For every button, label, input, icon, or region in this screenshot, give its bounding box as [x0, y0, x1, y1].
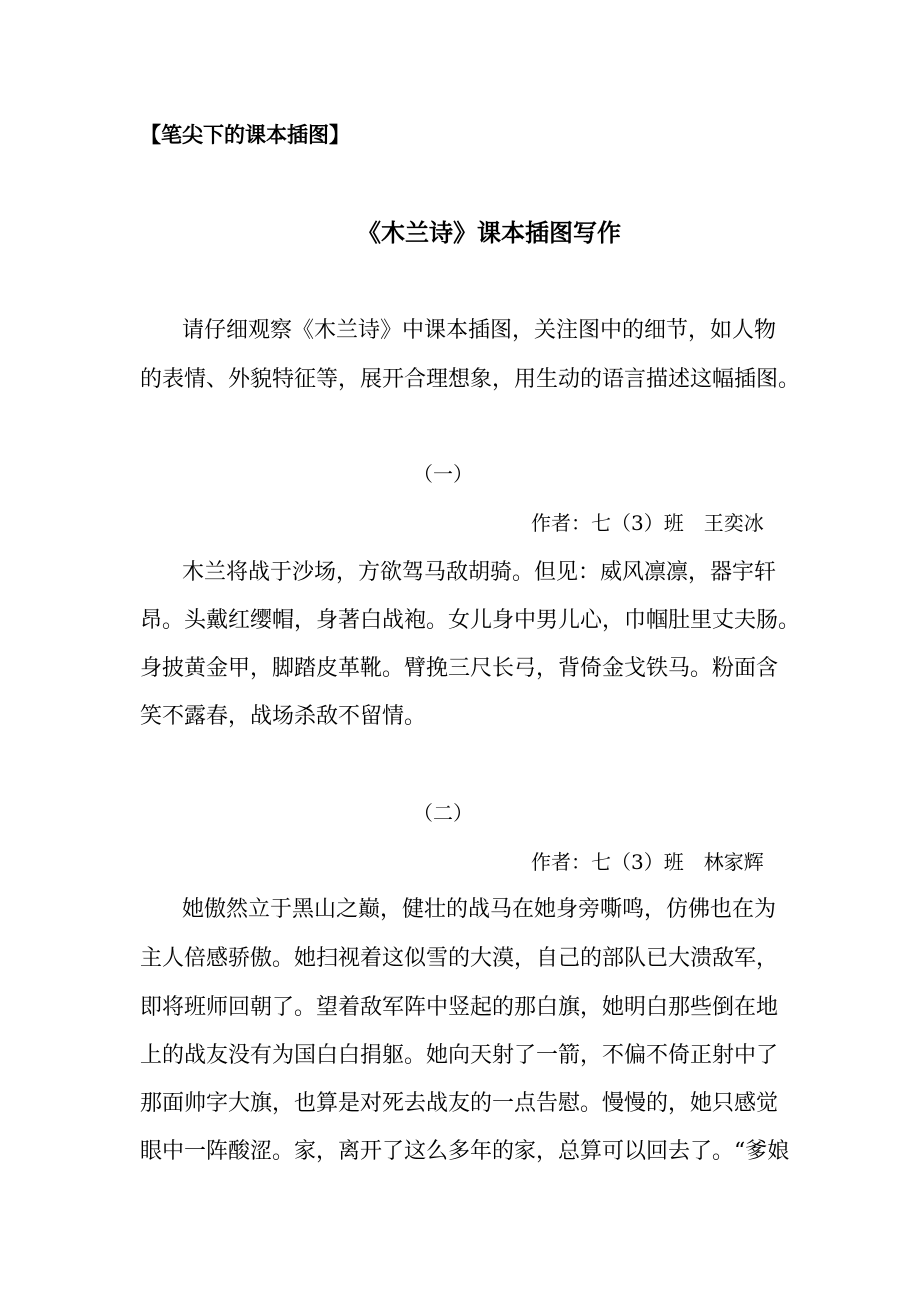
entry-paragraph-line: 即将班师回朝了。望着敌军阵中竖起的那白旗，她明白那些倒在地	[140, 995, 779, 1020]
entry-paragraph-line: 身披黄金甲，脚踏皮革靴。臂挽三尺长弓，背倚金戈铁马。粉面含	[140, 656, 779, 681]
entry-paragraph-line: 笑不露春，战场杀敌不留情。	[140, 704, 427, 729]
prompt-line: 请仔细观察《木兰诗》中课本插图，关注图中的细节，如人物	[182, 318, 777, 343]
entry-number: （二）	[413, 801, 473, 825]
entry-paragraph-line: 木兰将战于沙场，方欲驾马敌胡骑。但见：威风凛凛，器宇轩	[182, 560, 777, 585]
entry-paragraph-line: 眼中一阵酸涩。家，离开了这么多年的家，总算可以回去了。“爹娘	[140, 1139, 790, 1164]
entry-paragraph-line: 昂。头戴红缨帽，身著白战袍。女儿身中男儿心，巾帼肚里丈夫肠。	[140, 608, 801, 633]
section-label: 【笔尖下的课本插图】	[140, 123, 350, 147]
entry-author: 作者：七（3）班 林家辉	[531, 850, 764, 874]
prompt-line: 的表情、外貌特征等，展开合理想象，用生动的语言描述这幅插图。	[140, 367, 801, 392]
entry-paragraph-line: 她傲然立于黑山之巅，健壮的战马在她身旁嘶鸣，仿佛也在为	[182, 897, 777, 922]
entry-paragraph-line: 上的战友没有为国白白捐躯。她向天射了一箭，不偏不倚正射中了	[140, 1043, 779, 1068]
entry-paragraph-line: 主人倍感骄傲。她扫视着这似雪的大漠，自己的部队已大溃敌军，	[140, 946, 779, 971]
entry-paragraph-line: 那面帅字大旗，也算是对死去战友的一点告慰。慢慢的，她只感觉	[140, 1091, 779, 1116]
article-title: 《木兰诗》课本插图写作	[357, 219, 621, 247]
entry-number: （一）	[413, 462, 473, 486]
entry-author: 作者：七（3）班 王奕冰	[531, 511, 764, 535]
